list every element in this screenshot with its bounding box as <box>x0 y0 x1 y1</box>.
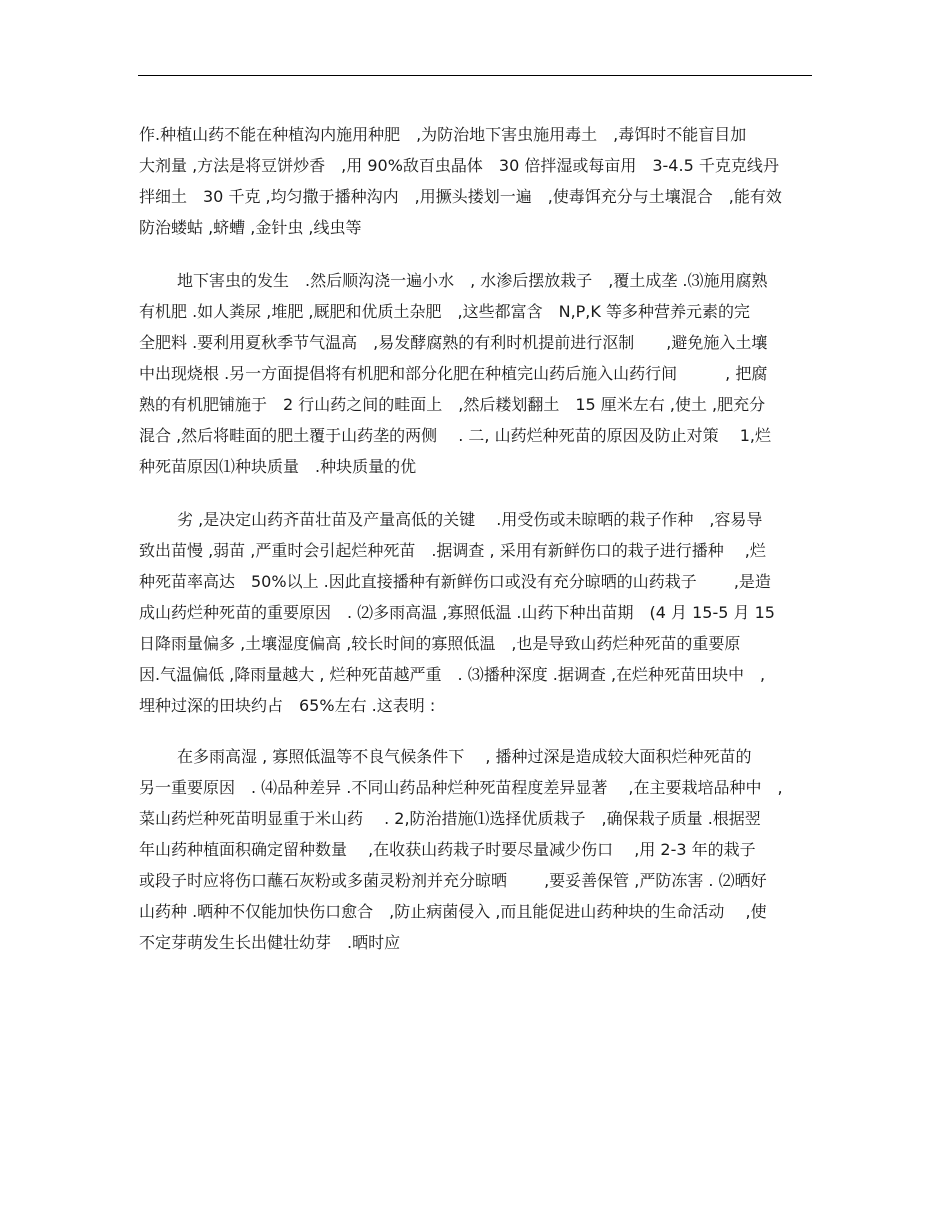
text-line: 有机肥 .如人粪尿 ,堆肥 ,厩肥和优质土杂肥 ,这些都富含 N,P,K 等多种营养元素的完 <box>139 302 750 321</box>
text-line: 防治蝼蛄 ,蛴螬 ,金针虫 ,线虫等 <box>139 218 362 237</box>
text-line: 种死苗原因⑴种块质量 .种块质量的优 <box>139 457 417 476</box>
text-line: 日降雨量偏多 ,土壤湿度偏高 ,较长时间的寡照低温 ,也是导致山药烂种死苗的重要原 <box>139 634 741 653</box>
text-line: 劣 ,是决定山药齐苗壮苗及产量高低的关键 .用受伤或未晾晒的栽子作种 ,容易导 <box>177 510 763 529</box>
text-line: 成山药烂种死苗的重要原因 . ⑵多雨高温 ,寡照低温 .山药下种出苗期 (4 月 15-5 月 15 <box>139 603 775 622</box>
text-line: 中出现烧根 .另一方面提倡将有机肥和部分化肥在种植完山药后施入山药行间 , 把腐 <box>139 364 768 383</box>
paragraph-1 <box>139 119 813 243</box>
text-line: 拌细土 30 千克 ,均匀撒于播种沟内 ,用撅头搂划一遍 ,使毒饵充分与土壤混合 ,能有效 <box>139 187 782 206</box>
text-line: 或段子时应将伤口蘸石灰粉或多菌灵粉剂并充分晾晒 ,要妥善保管 ,严防冻害 . ⑵晒好 <box>139 871 767 890</box>
paragraph-3 <box>139 504 813 721</box>
text-line: 年山药种植面积确定留种数量 ,在收获山药栽子时要尽量减少伤口 ,用 2-3 年的栽子 <box>139 840 756 859</box>
text-line: 致出苗慢 ,弱苗 ,严重时会引起烂种死苗 .据调查 , 采用有新鲜伤口的栽子进行播种 ,烂 <box>139 541 766 560</box>
text-line: 大剂量 ,方法是将豆饼炒香 ,用 90%敌百虫晶体 30 倍拌湿或每亩用 3-4.5 千克克线丹 <box>139 156 779 175</box>
header-rule <box>138 75 812 76</box>
text-line: 混合 ,然后将畦面的肥土覆于山药垄的两侧 . 二, 山药烂种死苗的原因及防止对策 1,烂 <box>139 426 771 445</box>
text-line: 种死苗率高达 50%以上 .因此直接播种有新鲜伤口或没有充分晾晒的山药栽子 ,是造 <box>139 572 771 591</box>
text-line: 在多雨高湿 , 寡照低温等不良气候条件下 , 播种过深是造成较大面积烂种死苗的 <box>177 747 752 766</box>
text-line: 山药种 .晒种不仅能加快伤口愈合 ,防止病菌侵入 ,而且能促进山药种块的生命活动 ,使 <box>139 902 767 921</box>
document-body <box>139 119 813 958</box>
text-line: 地下害虫的发生 .然后顺沟浇一遍小水 , 水渗后摆放栽子 ,覆土成垄 .⑶施用腐熟 <box>177 271 768 290</box>
text-line: 埋种过深的田块约占 65%左右 .这表明 : <box>139 696 436 715</box>
paragraph-2 <box>139 265 813 482</box>
text-line: 全肥料 .要利用夏秋季节气温高 ,易发酵腐熟的有利时机提前进行沤制 ,避免施入土壤 <box>139 333 768 352</box>
text-line: 熟的有机肥铺施于 2 行山药之间的畦面上 ,然后耧划翻土 15 厘米左右 ,使土 ,肥充分 <box>139 395 766 414</box>
text-line: 不定芽萌发生长出健壮幼芽 .晒时应 <box>139 933 401 952</box>
text-line: 作.种植山药不能在种植沟内施用种肥 ,为防治地下害虫施用毒土 ,毒饵时不能盲目加 <box>139 125 747 144</box>
text-line: 因.气温偏低 ,降雨量越大 , 烂种死苗越严重 . ⑶播种深度 .据调查 ,在烂种死苗田块中 , <box>139 665 766 684</box>
text-line: 菜山药烂种死苗明显重于米山药 . 2,防治措施⑴选择优质栽子 ,确保栽子质量 .根据翌 <box>139 809 761 828</box>
text-line: 另一重要原因 . ⑷品种差异 .不同山药品种烂种死苗程度差异显著 ,在主要栽培品种中 , <box>139 778 783 797</box>
paragraph-4 <box>139 741 813 958</box>
